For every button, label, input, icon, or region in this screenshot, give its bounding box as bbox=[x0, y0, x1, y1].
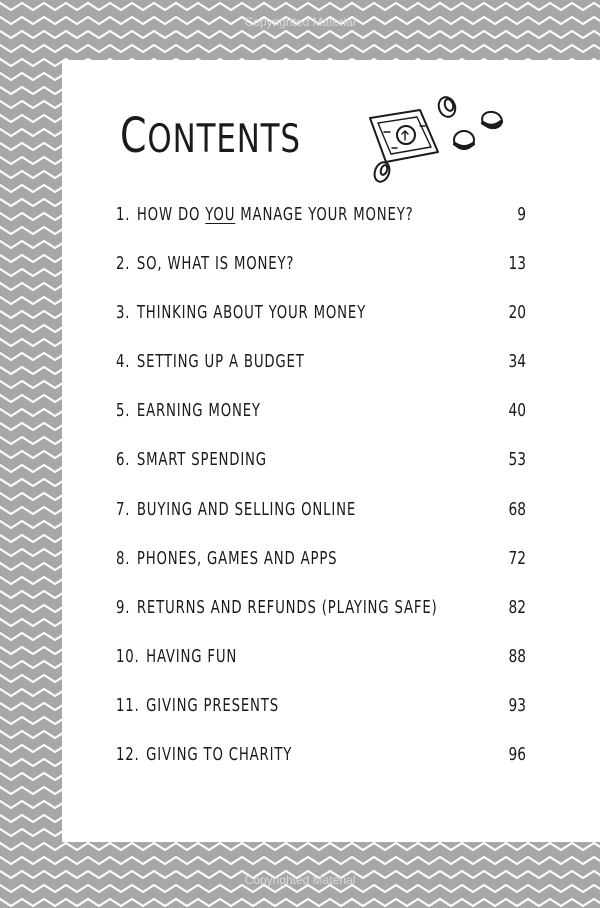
toc-entry bbox=[116, 597, 438, 618]
toc-entry bbox=[116, 646, 237, 667]
chapter-title-text: RETURNS AND REFUNDS (PLAYING SAFE) bbox=[136, 596, 438, 618]
toc-item bbox=[116, 645, 526, 695]
toc-item bbox=[116, 449, 526, 498]
chapter-number: 12. bbox=[116, 744, 140, 766]
chapter-number: 3. bbox=[116, 302, 131, 324]
chapter-number: 2. bbox=[116, 253, 131, 275]
watermark-top: Copyrighted Material bbox=[244, 15, 356, 29]
toc-item bbox=[116, 596, 526, 646]
page-number: 20 bbox=[508, 302, 526, 324]
chapter-number: 1. bbox=[116, 204, 131, 225]
page-number: 88 bbox=[508, 645, 526, 667]
toc-item bbox=[116, 204, 526, 253]
chapter-title-text: HOW DO bbox=[136, 204, 206, 225]
page-number: 82 bbox=[508, 596, 526, 618]
page-number: 9 bbox=[517, 204, 526, 225]
toc-item bbox=[116, 253, 526, 302]
chapter-title bbox=[146, 744, 292, 765]
toc-item bbox=[116, 694, 526, 744]
chapter-title bbox=[146, 646, 237, 667]
title-rest: ONTENTS bbox=[147, 117, 301, 162]
chapter-title bbox=[137, 499, 356, 520]
chapter-title-text: SO, WHAT IS MONEY? bbox=[136, 253, 295, 275]
chapter-title bbox=[137, 400, 261, 421]
page-number: 53 bbox=[508, 449, 526, 471]
toc-item bbox=[116, 498, 526, 548]
chapter-title bbox=[137, 204, 414, 225]
toc-item bbox=[116, 547, 526, 597]
page-number: 72 bbox=[508, 547, 526, 569]
toc-item bbox=[116, 400, 526, 449]
money-doodle-icon bbox=[362, 90, 512, 190]
toc-item bbox=[116, 351, 526, 400]
coin-icon bbox=[454, 131, 474, 149]
coin-icon bbox=[480, 110, 503, 131]
page-number: 96 bbox=[508, 744, 526, 766]
page-number: 40 bbox=[508, 400, 526, 422]
chapter-number: 11. bbox=[116, 694, 140, 716]
toc-entry bbox=[116, 302, 366, 323]
page-number: 93 bbox=[508, 694, 526, 716]
chapter-title-text: GIVING PRESENTS bbox=[146, 694, 279, 716]
chapter-title-text: EARNING MONEY bbox=[136, 400, 261, 422]
chapter-title-text: SMART SPENDING bbox=[136, 449, 267, 471]
toc-item bbox=[116, 302, 526, 351]
chapter-title-text: BUYING AND SELLING ONLINE bbox=[136, 498, 357, 520]
toc-item bbox=[116, 744, 526, 793]
chapter-title bbox=[137, 302, 366, 323]
toc-entry bbox=[116, 253, 294, 274]
page-title bbox=[120, 108, 301, 164]
chapter-title bbox=[137, 253, 294, 274]
page-number: 13 bbox=[508, 253, 526, 275]
watermark-bottom: Copyrighted Material bbox=[244, 873, 356, 887]
chapter-title bbox=[146, 695, 279, 716]
chapter-number: 4. bbox=[116, 351, 131, 373]
chapter-title-text: HAVING FUN bbox=[146, 645, 238, 667]
table-of-contents bbox=[116, 204, 526, 793]
toc-entry bbox=[116, 204, 414, 225]
toc-entry bbox=[116, 400, 261, 421]
toc-entry bbox=[116, 548, 337, 569]
toc-entry bbox=[116, 351, 305, 372]
chapter-number: 6. bbox=[116, 449, 131, 471]
chapter-title-text: GIVING TO CHARITY bbox=[146, 744, 293, 766]
chapter-number: 9. bbox=[116, 596, 131, 618]
chapter-title bbox=[137, 548, 338, 569]
chapter-title bbox=[137, 351, 305, 372]
chapter-title bbox=[137, 597, 438, 618]
page-number: 34 bbox=[508, 351, 526, 373]
contents-page bbox=[62, 60, 600, 842]
coin-icon bbox=[372, 160, 392, 184]
chapter-title-text: MANAGE YOUR MONEY? bbox=[235, 204, 414, 225]
toc-entry bbox=[116, 744, 292, 765]
toc-entry bbox=[116, 449, 267, 470]
banknote-icon bbox=[370, 110, 438, 162]
toc-entry bbox=[116, 499, 356, 520]
toc-entry bbox=[116, 695, 279, 716]
chapter-number: 7. bbox=[116, 498, 131, 520]
chapter-title-text: SETTING UP A BUDGET bbox=[136, 351, 305, 373]
chapter-number: 10. bbox=[116, 645, 140, 667]
chapter-title-text: THINKING ABOUT YOUR MONEY bbox=[136, 302, 367, 324]
coin-icon bbox=[436, 95, 458, 119]
chapter-title bbox=[137, 449, 267, 470]
chapter-title-emphasis: YOU bbox=[205, 204, 236, 225]
chapter-number: 5. bbox=[116, 400, 131, 422]
chapter-number: 8. bbox=[116, 547, 131, 569]
chapter-title-text: PHONES, GAMES AND APPS bbox=[136, 547, 338, 569]
page-number: 68 bbox=[508, 498, 526, 520]
title-initial: C bbox=[120, 108, 148, 164]
